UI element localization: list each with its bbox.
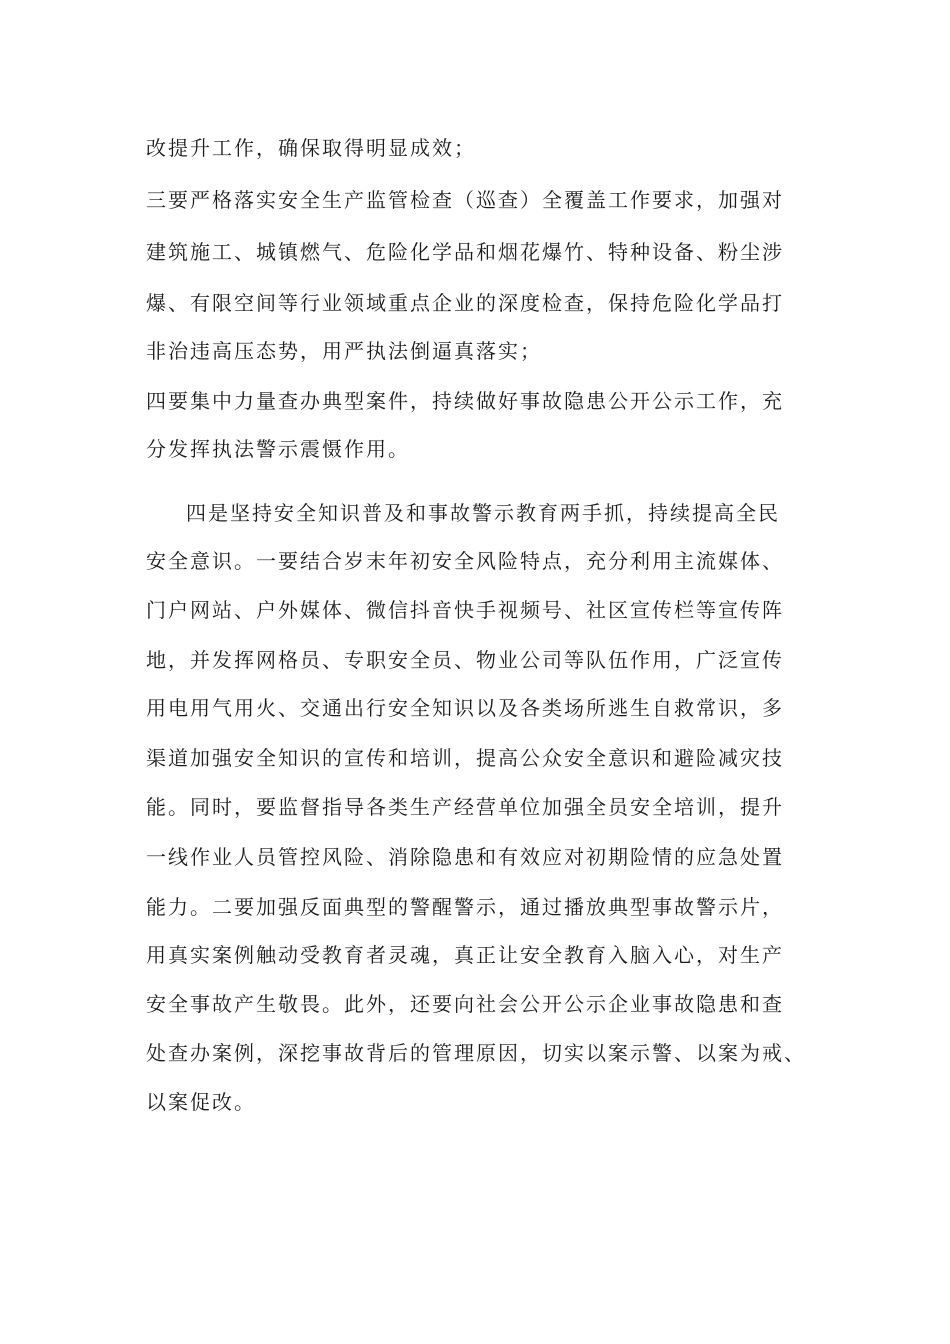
text-line: 门户网站、户外媒体、微信抖音快手视频号、社区宣传栏等宣传阵 xyxy=(146,598,784,622)
text-line: 建筑施工、城镇燃气、危险化学品和烟花爆竹、特种设备、粉尘涉 xyxy=(146,240,784,264)
text-line: 地，并发挥网格员、专职安全员、物业公司等队伍作用，广泛宣传 xyxy=(146,648,784,672)
text-line: 渠道加强安全知识的宣传和培训，提高公众安全意识和避险减灾技 xyxy=(146,746,784,770)
text-line: 一线作业人员管控风险、消除隐患和有效应对初期险情的应急处置 xyxy=(146,845,784,869)
paragraph-first-line: 四是坚持安全知识普及和事故警示教育两手抓，持续提高全民 xyxy=(186,501,780,525)
text-line: 分发挥执法警示震慑作用。 xyxy=(146,437,410,461)
text-line: 处查办案例，深挖事故背后的管理原因，切实以案示警、以案为戒、 xyxy=(146,1041,806,1065)
text-line: 改提升工作，确保取得明显成效； xyxy=(146,136,476,160)
text-line: 能。同时，要监督指导各类生产经营单位加强全员安全培训，提升 xyxy=(146,795,784,819)
text-line: 用真实案例触动受教育者灵魂，真正让安全教育入脑入心，对生产 xyxy=(146,943,784,967)
text-line: 三要严格落实安全生产监管检查（巡查）全覆盖工作要求，加强对 xyxy=(146,188,784,212)
text-line: 爆、有限空间等行业领域重点企业的深度检查，保持危险化学品打 xyxy=(146,291,784,315)
text-line: 非治违高压态势，用严执法倒逼真落实； xyxy=(146,339,542,363)
text-line: 四要集中力量查办典型案件，持续做好事故隐患公开公示工作，充 xyxy=(146,389,784,413)
text-line: 以案促改。 xyxy=(146,1090,256,1114)
text-line: 安全意识。一要结合岁末年初安全风险特点，充分利用主流媒体、 xyxy=(146,549,784,573)
text-line: 能力。二要加强反面典型的警醒警示，通过播放典型事故警示片， xyxy=(146,895,784,919)
text-line: 用电用气用火、交通出行安全知识以及各类场所逃生自救常识，多 xyxy=(146,696,784,720)
text-line: 安全事故产生敬畏。此外，还要向社会公开公示企业事故隐患和查 xyxy=(146,992,784,1016)
